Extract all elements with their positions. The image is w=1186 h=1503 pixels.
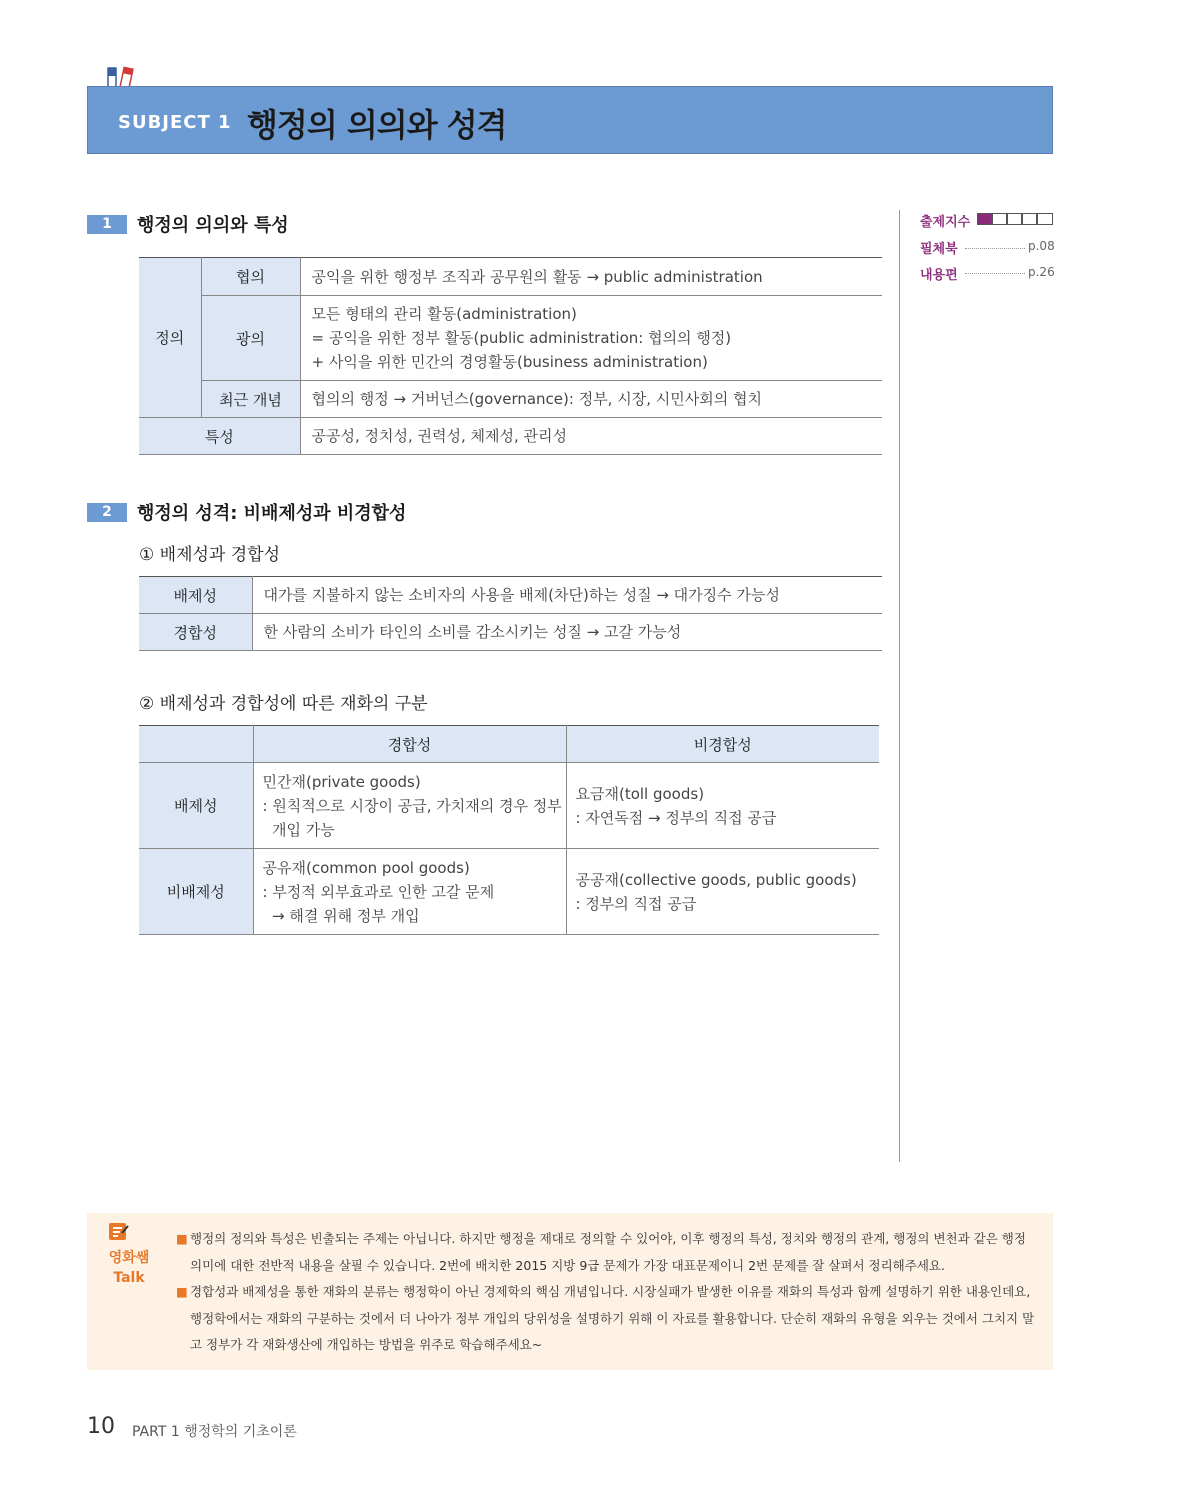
cell-line: 민간재(private goods) xyxy=(262,772,421,791)
column-header: 비경합성 xyxy=(566,726,879,763)
table-cell: 대가를 지불하지 않는 소비자의 사용을 배제(차단)하는 성질 → 대가징수 가능성 xyxy=(252,577,882,614)
frequency-cell xyxy=(1007,213,1022,225)
table-cell xyxy=(300,258,882,296)
square-bullet-icon: ■ xyxy=(176,1231,188,1246)
cell-line: 협의의 행정 → 거버넌스(governance): 정부, 시장, 시민사회의 협치 xyxy=(311,390,762,408)
running-footer: PART 1 행정학의 기초이론 xyxy=(132,1424,297,1440)
side-ref-page: p.26 xyxy=(1028,265,1055,279)
cell-line: : 자연독점 → 정부의 직접 공급 xyxy=(575,808,777,827)
cell-line: : 부정적 외부효과로 인한 고갈 문제 xyxy=(262,882,495,901)
talk-label xyxy=(106,1248,152,1288)
cell-line: = 공익을 위한 정부 활동(public administration: 협의의 행정) xyxy=(311,329,732,347)
speech-note-icon xyxy=(108,1222,130,1242)
table-cell: 한 사람의 소비가 타인의 소비를 감소시키는 성질 → 고갈 가능성 xyxy=(252,614,882,651)
table-cell xyxy=(253,763,566,849)
table-corner-cell xyxy=(139,726,253,763)
table-cell: 공공성, 정치성, 권력성, 체제성, 관리성 xyxy=(300,418,882,455)
talk-paragraph-text: 경합성과 배제성을 통한 재화의 분류는 행정학이 아닌 경제학의 핵심 개념입니다. 시장실패가 발생한 이유를 재화의 특성과 함께 설명하기 위한 내용인데요, 행정학에서는 재화의 구분하는 것에서 더 나아가 정부 개입의 당위성을 설명하기 위해 이 자료를 활용합니다. 단순히 재화의 유형을 외우는 것에서 그치지 말고 정부가 각 재화생산에 개입하는 방법을 위주로 학습해주세요~ xyxy=(190,1284,1035,1352)
talk-paragraph-text: 행정의 정의와 특성은 빈출되는 주제는 아닙니다. 하지만 행정을 제대로 정의할 수 있어야, 이후 행정의 특성, 정치와 행정의 관계, 행정의 변천과 같은 행정 의미에 대한 전반적 내용을 살필 수 있습니다. 2번에 배치한 2015 지방 9급 문제가 가장 대표문제이니 2번 문제를 잘 살펴서 정리해주세요. xyxy=(190,1231,1026,1273)
frequency-cell xyxy=(977,213,992,225)
definition-table xyxy=(139,257,882,455)
table-row-label: 최근 개념 xyxy=(201,381,300,418)
side-ref-page: p.08 xyxy=(1028,239,1055,253)
frequency-cell xyxy=(992,213,1007,225)
table-row-label: 광의 xyxy=(201,296,300,381)
side-ref-label: 내용편 xyxy=(920,268,958,283)
definition-row-header: 정의 xyxy=(139,258,201,418)
table-cell xyxy=(300,296,882,381)
side-ref-leader xyxy=(965,248,1025,249)
goods-classification-table xyxy=(139,725,879,935)
side-ref-label: 필체북 xyxy=(920,242,958,257)
column-header: 경합성 xyxy=(253,726,566,763)
talk-text xyxy=(176,1226,1038,1359)
talk-label-line: Talk xyxy=(113,1270,145,1286)
subsection-title: ① 배제성과 경합성 xyxy=(139,545,281,565)
cell-line: 공공재(collective goods, public goods) xyxy=(575,870,857,889)
cell-line: + 사익을 위한 민간의 경영활동(business administration) xyxy=(311,353,708,371)
table-cell xyxy=(253,849,566,935)
table-row-label: 배제성 xyxy=(139,577,252,614)
property-table xyxy=(139,576,882,651)
subject-header-bar xyxy=(87,86,1053,154)
talk-label-line: 영화쌤 xyxy=(108,1250,150,1266)
subsection-title: ② 배제성과 경합성에 따른 재화의 구분 xyxy=(139,694,428,714)
section-number: 2 xyxy=(87,503,127,522)
page-title: 행정의 의의와 성격 xyxy=(247,106,507,144)
cell-line: 공유재(common pool goods) xyxy=(262,858,470,877)
cell-line: 공익을 위한 행정부 조직과 공무원의 활동 → public administration xyxy=(311,267,763,286)
cell-line: → 해결 위해 정부 개입 xyxy=(262,906,420,925)
section-title: 행정의 의의와 특성 xyxy=(137,215,289,236)
frequency-meter xyxy=(977,213,1053,225)
section-title: 행정의 성격: 비배제성과 비경합성 xyxy=(137,503,407,524)
cell-line: : 정부의 직접 공급 xyxy=(575,894,697,913)
page-number: 10 xyxy=(87,1414,115,1439)
square-bullet-icon: ■ xyxy=(176,1284,188,1299)
table-row-label: 특성 xyxy=(139,418,300,455)
table-row-label: 비배제성 xyxy=(139,849,253,935)
section-number: 1 xyxy=(87,215,127,234)
talk-paragraph xyxy=(176,1226,1038,1279)
side-ref-leader xyxy=(965,273,1025,274)
frequency-cell xyxy=(1037,213,1053,225)
talk-paragraph xyxy=(176,1279,1038,1359)
cell-line: 개입 가능 xyxy=(262,820,335,839)
cell-line: 모든 형태의 관리 활동(administration) xyxy=(311,305,577,323)
cell-line: 요금재(toll goods) xyxy=(575,784,705,803)
frequency-cell xyxy=(1022,213,1037,225)
table-cell xyxy=(566,849,879,935)
table-row-label: 협의 xyxy=(201,258,300,296)
subject-label: SUBJECT 1 xyxy=(118,112,232,133)
frequency-label: 출제지수 xyxy=(920,215,971,230)
table-cell xyxy=(566,763,879,849)
table-cell xyxy=(300,381,882,418)
table-row-label: 경합성 xyxy=(139,614,252,651)
cell-line: : 원칙적으로 시장이 공급, 가치재의 경우 정부 xyxy=(262,796,562,815)
table-row-label: 배제성 xyxy=(139,763,253,849)
side-divider xyxy=(899,210,900,1162)
